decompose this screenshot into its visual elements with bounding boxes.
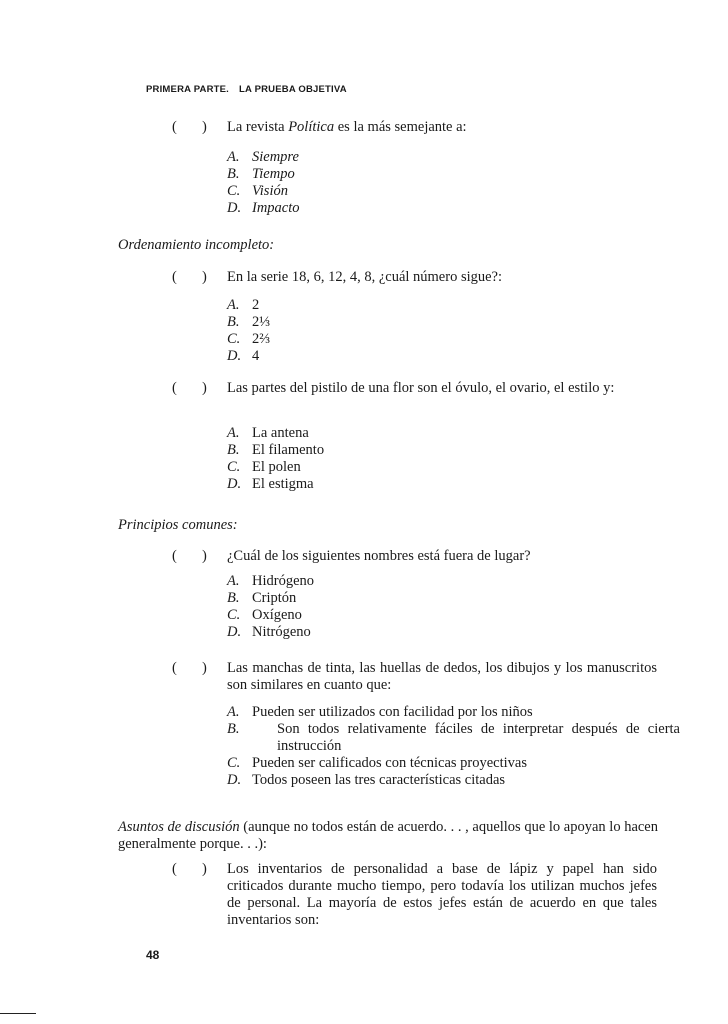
option-text: Pueden ser utilizados con facilidad por los niños xyxy=(252,704,533,720)
option-c xyxy=(227,755,657,772)
option-b xyxy=(227,314,657,331)
options-list xyxy=(227,573,657,641)
option-letter: B. xyxy=(227,590,240,606)
option-text: Siempre xyxy=(252,149,299,165)
option-text: 2⅔ xyxy=(252,331,271,347)
option-letter: D. xyxy=(227,476,242,492)
stem-magazine-name: Política xyxy=(288,119,335,135)
question-stem: Los inventarios de personalidad a base de lápiz y papel han sido criticados durante mucho tiempo, pero todavía los utilizan muchos jefes de personal. La mayoría de estos jefes están de acuerdo en que tales inventarios son: xyxy=(227,861,657,928)
option-text: Visión xyxy=(252,183,288,199)
answer-paren-open: ( xyxy=(172,119,177,135)
option-letter: C. xyxy=(227,331,241,347)
option-c xyxy=(227,331,657,348)
options-list xyxy=(227,297,657,365)
options-list xyxy=(227,149,657,217)
option-text: Oxígeno xyxy=(252,607,302,623)
section-heading-asuntos xyxy=(118,819,658,853)
option-text: 2⅓ xyxy=(252,314,271,330)
option-c xyxy=(227,459,657,476)
answer-paren-open: ( xyxy=(172,660,177,676)
option-d xyxy=(227,200,657,217)
answer-paren-close: ) xyxy=(202,269,207,285)
option-d xyxy=(227,772,657,789)
option-text: 4 xyxy=(252,348,260,364)
option-letter: B. xyxy=(227,314,240,330)
option-letter: B. xyxy=(227,442,240,458)
option-text: Nitrógeno xyxy=(252,624,311,640)
answer-paren-open: ( xyxy=(172,380,177,396)
question-stem: En la serie 18, 6, 12, 4, 8, ¿cuál número sigue?: xyxy=(227,269,503,285)
answer-paren-open: ( xyxy=(172,269,177,285)
answer-paren-close: ) xyxy=(202,380,207,396)
option-b xyxy=(227,442,657,459)
option-letter: A. xyxy=(227,704,240,720)
option-text: Tiempo xyxy=(252,166,295,182)
option-letter: D. xyxy=(227,200,242,216)
answer-paren-close: ) xyxy=(202,119,207,135)
options-list xyxy=(227,704,680,789)
option-text: Hidrógeno xyxy=(252,573,315,589)
page-number: 48 xyxy=(146,948,160,962)
option-text: 2 xyxy=(252,297,260,313)
answer-paren-close: ) xyxy=(202,660,207,676)
answer-paren-close: ) xyxy=(202,548,207,564)
running-head-title: LA PRUEBA OBJETIVA xyxy=(239,84,347,95)
option-letter: C. xyxy=(227,183,241,199)
option-a xyxy=(227,573,657,590)
option-text: Todos poseen las tres características citadas xyxy=(252,772,506,788)
option-text: El filamento xyxy=(252,442,325,458)
running-head-part: PRIMERA PARTE. xyxy=(146,84,230,95)
option-d xyxy=(227,348,657,365)
option-b xyxy=(227,590,657,607)
option-letter: A. xyxy=(227,425,240,441)
option-letter: B. xyxy=(227,166,240,182)
stem-text: es la más semejante a: xyxy=(334,119,467,135)
option-text: La antena xyxy=(252,425,309,441)
option-text: Pueden ser calificados con técnicas proyectivas xyxy=(252,755,527,771)
option-letter: C. xyxy=(227,607,241,623)
option-letter: C. xyxy=(227,459,241,475)
option-letter: A. xyxy=(227,573,240,589)
option-a xyxy=(227,425,657,442)
running-head xyxy=(146,84,347,95)
bottom-rule xyxy=(0,1013,36,1014)
option-letter: A. xyxy=(227,149,240,165)
option-text: El estigma xyxy=(252,476,314,492)
option-text: Impacto xyxy=(252,200,300,216)
section-heading-ordenamiento: Ordenamiento incompleto: xyxy=(118,237,275,253)
section-title: Asuntos de discusión xyxy=(118,819,240,835)
option-letter: D. xyxy=(227,348,242,364)
section-intro-text: (aunque no todos están de acuerdo. . . , aquellos que lo apoyan lo hacen generalmente porque. . .): xyxy=(118,819,658,852)
option-letter: D. xyxy=(227,624,242,640)
answer-paren-open: ( xyxy=(172,861,177,877)
option-a xyxy=(227,297,657,314)
option-letter: D. xyxy=(227,772,242,788)
options-list xyxy=(227,425,657,493)
option-letter: C. xyxy=(227,755,241,771)
question-stem xyxy=(227,119,657,136)
section-heading-principios: Principios comunes: xyxy=(118,517,238,533)
question-stem: ¿Cuál de los siguientes nombres está fuera de lugar? xyxy=(227,548,531,564)
option-a xyxy=(227,704,657,721)
option-letter: A. xyxy=(227,297,240,313)
option-d xyxy=(227,476,657,493)
option-a xyxy=(227,149,657,166)
option-letter: B. xyxy=(227,721,240,737)
stem-text: La revista xyxy=(227,119,289,135)
answer-paren-close: ) xyxy=(202,861,207,877)
question-stem: Las manchas de tinta, las huellas de dedos, los dibujos y los manuscritos son similares en cuanto que: xyxy=(227,660,657,693)
option-text: Criptón xyxy=(252,590,297,606)
option-c xyxy=(227,183,657,200)
option-b xyxy=(227,721,680,755)
option-text: Son todos relativamente fáciles de interpretar después de cierta instrucción xyxy=(277,721,680,754)
answer-paren-open: ( xyxy=(172,548,177,564)
option-c xyxy=(227,607,657,624)
question-stem: Las partes del pistilo de una flor son el óvulo, el ovario, el estilo y: xyxy=(227,380,615,396)
option-b xyxy=(227,166,657,183)
option-text: El polen xyxy=(252,459,301,475)
option-d xyxy=(227,624,657,641)
